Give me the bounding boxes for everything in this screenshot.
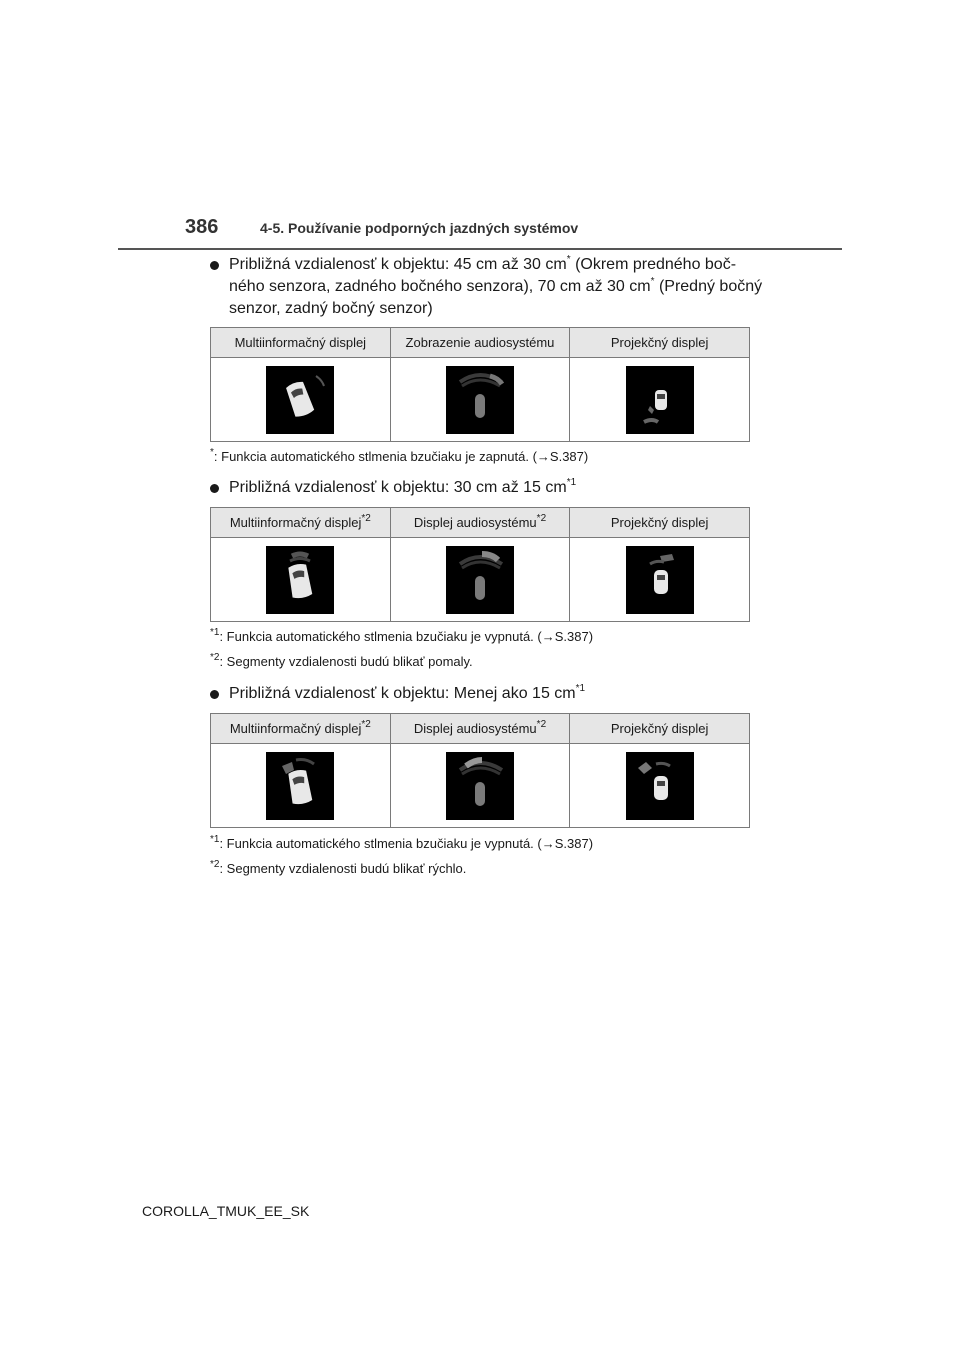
bullet-dot-icon <box>210 484 219 493</box>
column-header-multi: Multiinformačný displej$^{*2}$ <box>211 508 391 538</box>
table-row <box>211 358 750 442</box>
page-header <box>118 214 842 250</box>
audio-display-car-icon <box>446 752 514 820</box>
column-header-hud: Projekčný displej <box>570 714 750 744</box>
hud-display-car-icon <box>626 752 694 820</box>
bullet-dot-icon <box>210 261 219 270</box>
footnote: *: Funkcia automatického stlmenia bzučiaku je zapnutá. (→S.387) <box>210 446 589 464</box>
multi-display-car-icon <box>266 366 334 434</box>
multi-display-car-icon <box>266 546 334 614</box>
footnote: $^{*2}$: Segmenty vzdialenosti budú blikať rýchlo. <box>210 858 467 876</box>
footnote: $^{*1}$: Funkcia automatického stlmenia bzučiaku je vypnutá. (→S.387) <box>210 833 594 851</box>
display-table-1 <box>210 327 750 442</box>
hud-display-car-icon <box>626 366 694 434</box>
bullet-text: Približná vzdialenosť k objektu: 45 cm až 30 cm* (Okrem predného boč-ného senzora, zadného bočného senzora), 70 cm až 30 cm* (Predný bočný senzor, zadný bočný senzor) <box>229 253 763 317</box>
column-header-hud: Projekčný displej <box>570 508 750 538</box>
column-header-audio: Displej audiosystému$^{*2}$ <box>390 508 570 538</box>
page-number: 386 <box>185 216 219 238</box>
audio-display-car-icon <box>446 366 514 434</box>
multi-display-car-icon <box>266 752 334 820</box>
audio-display-car-icon <box>446 546 514 614</box>
bullet-distance-45-30 <box>210 254 770 320</box>
column-header-multi: Multiinformačný displej$^{*2}$ <box>211 714 391 744</box>
bullet-text: Približná vzdialenosť k objektu: Menej ako 15 $cm^{*1}$ <box>229 682 586 702</box>
column-header-multi: Multiinformačný displej <box>211 328 391 358</box>
table-header-row <box>211 328 750 358</box>
bullet-distance-under-15 <box>210 683 770 705</box>
table-row <box>211 744 750 828</box>
table-header-row <box>211 508 750 538</box>
bullet-dot-icon <box>210 690 219 699</box>
table-row <box>211 538 750 622</box>
footnote: $^{*2}$: Segmenty vzdialenosti budú blikať pomaly. <box>210 651 473 669</box>
display-table-3 <box>210 713 750 828</box>
table-header-row <box>211 714 750 744</box>
footnote: $^{*1}$: Funkcia automatického stlmenia bzučiaku je vypnutá. (→S.387) <box>210 626 594 644</box>
display-table-2 <box>210 507 750 622</box>
document-code: COROLLA_TMUK_EE_SK <box>142 1203 310 1219</box>
bullet-distance-30-15 <box>210 477 770 499</box>
column-header-audio: Displej audiosystému$^{*2}$ <box>390 714 570 744</box>
section-title: 4-5. Používanie podporných jazdných systémov <box>260 220 579 236</box>
column-header-audio: Zobrazenie audiosystému <box>390 328 570 358</box>
column-header-hud: Projekčný displej <box>570 328 750 358</box>
bullet-text: Približná vzdialenosť k objektu: 30 cm až 15 $cm^{*1}$ <box>229 476 577 496</box>
hud-display-car-icon <box>626 546 694 614</box>
